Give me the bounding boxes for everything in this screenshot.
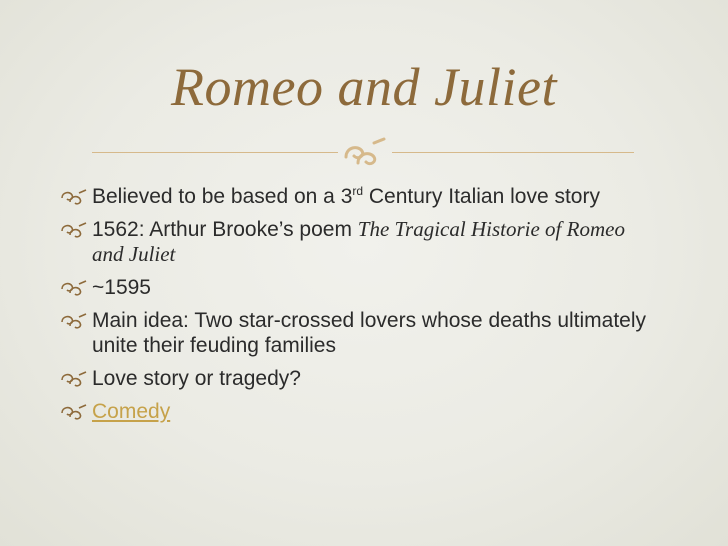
double-curl-bullet-icon [60,403,90,421]
list-item [60,366,660,391]
poem-title: The Tragical Historie of Romeo and Juliet [92,217,625,266]
double-curl-bullet-icon [60,279,90,297]
list-item [60,275,660,300]
ornament-icon [340,135,390,169]
double-curl-bullet-icon [60,188,90,206]
title-divider-left [92,152,338,153]
list-item [60,217,660,267]
list-item-text: ~1595 [92,276,151,299]
list-item-text: Main idea: Two star-crossed lovers whose deaths ultimately unite their feuding families [92,309,647,357]
bullet-list [60,184,660,432]
list-item-text: 1562: Arthur Brooke’s poem [92,218,358,241]
double-curl-bullet-icon [60,221,90,239]
double-curl-bullet-icon [60,370,90,388]
superscript: rd [352,184,364,198]
list-item-text: Love story or tragedy? [92,367,301,390]
list-item [60,399,660,424]
double-curl-bullet-icon [60,312,90,330]
list-item [60,184,660,209]
title-divider-right [392,152,634,153]
list-item-text-cont: Century Italian love story [363,185,600,208]
list-item [60,308,660,358]
slide-title: Romeo and Juliet [171,57,557,117]
comedy-link[interactable]: Comedy [92,400,171,423]
list-item-text: Believed to be based on a 3 [92,185,353,208]
